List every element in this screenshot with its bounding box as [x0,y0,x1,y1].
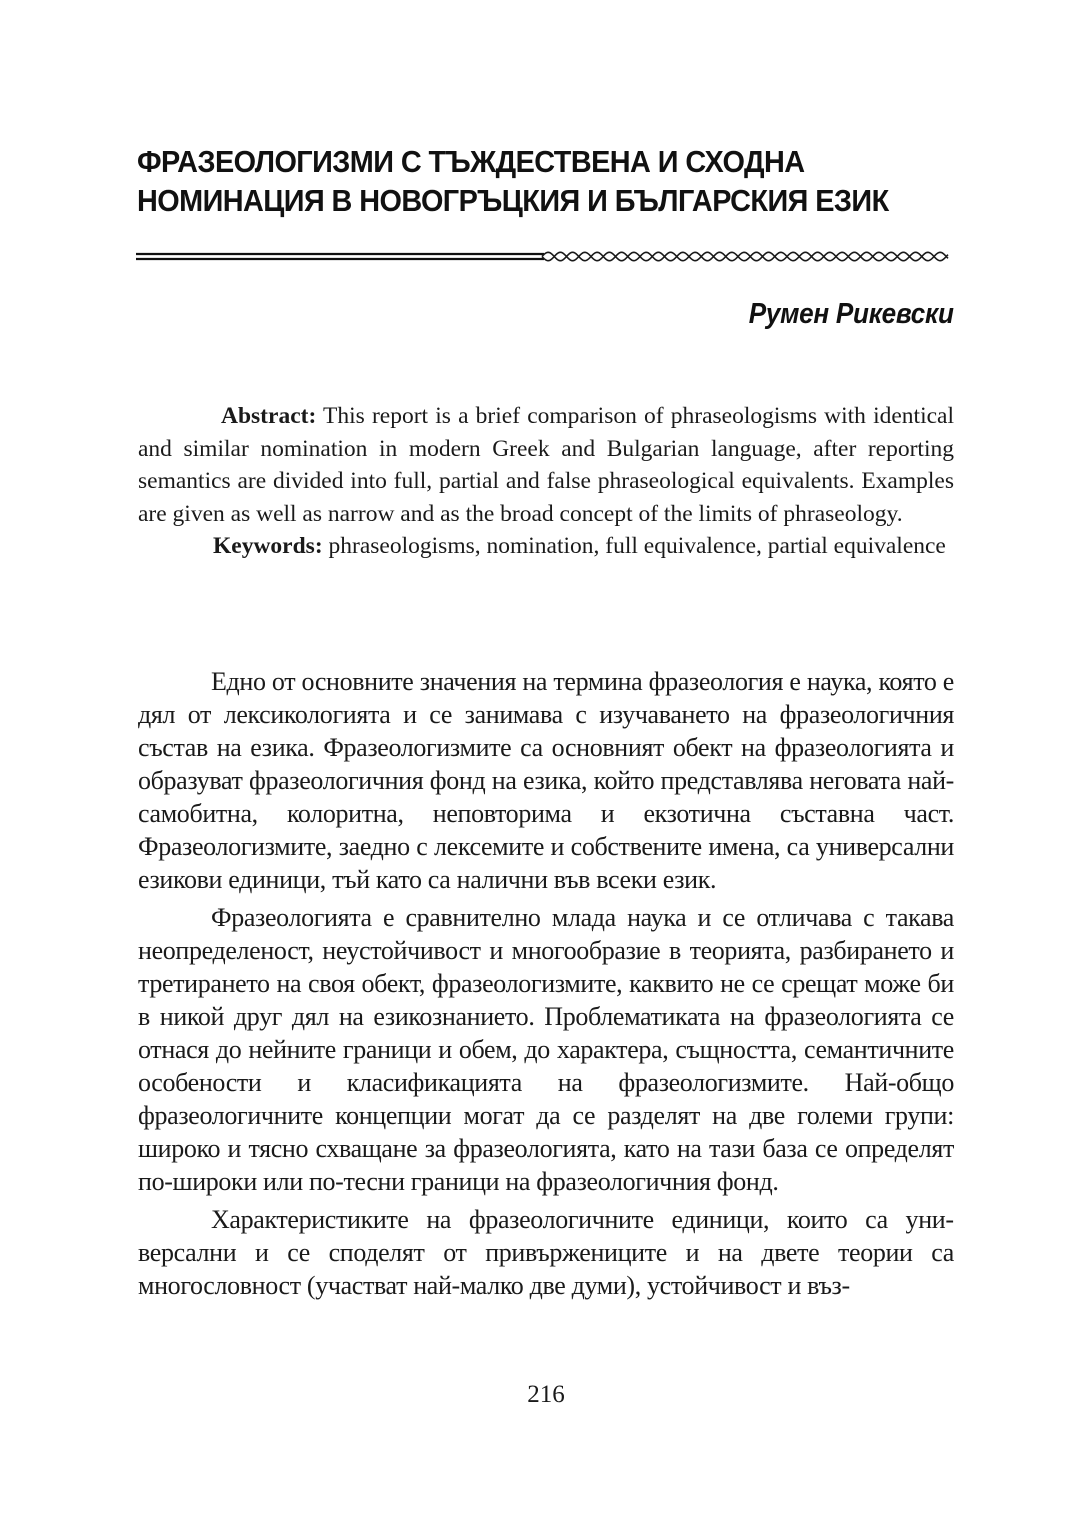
article-title [137,142,909,220]
abstract-section [138,400,954,563]
article-title-line-2: НОМИНАЦИЯ В НОВОГРЪЦКИЯ И БЪЛГАРСКИЯ ЕЗИК [137,183,889,218]
body-paragraph: Едно от основните значения на термина фразеология е наука, която е дял от лексикологията и се занимава с изучаването на фразеологичния състав на езика. Фразеологизмите са основният обект на фразеологията и образуват фразеологичния фонд на езика, който представлява неговата най-самобитна, колоритна, неповторима и екзотична съставна част. Фразеологизмите, заедно с лексемите и собствените имена, са универсални езикови единици, тъй като са налични във всеки език. [138,667,954,894]
decorative-rope-rule [136,244,956,268]
body-text [138,665,954,1307]
abstract-label: Abstract: [221,403,317,429]
abstract-text: This report is a brief comparison of phraseologisms with identical and similar nomination in modern Greek and Bulgarian language, after reporting semantics are divided into full, partial and false phraseological equivalents. Examples are given as well as narrow and as the broad concept of the limits of phraseology. [138,403,954,527]
rope-ornament [542,252,948,260]
abstract-paragraph [138,400,954,530]
keywords-label: Keywords: [213,533,323,560]
keywords-paragraph [138,530,954,563]
body-paragraph: Фразеологията е сравнително млада наука и се отличава с такава неопределеност, неустойчивост и многообразие в теорията, разбирането и третирането на своя обект, фразеологизмите, каквито не се срещат може би в никой друг дял на езикознанието. Проблематиката на фразеологията се отнася до нейните граници и обем, до характера, същността, семантичните особености и класификацията на фразеологизмите. Най-общо фразеологичните концепции могат да се разделят на две големи групи: широко и тясно схващане за фразеологията, като на тази база се определят по-широки или по-тесни граници на фразеологичния фонд. [138,903,954,1196]
author-name: Румен Рикевски [749,298,954,330]
article-title-line-1: ФРАЗЕОЛОГИЗМИ С ТЪЖДЕСТВЕНА И СХОДНА [137,144,805,179]
body-paragraph: Характеристиките на фразеологичните единици, които са универсални и се споделят от привържениците и на двете теории са многословност (участват най-малко две думи), устойчивост и въз- [138,1205,954,1300]
page-number: 216 [527,1381,565,1408]
keywords-text: phraseologisms, nomination, full equivalence, partial equivalence [322,533,946,560]
